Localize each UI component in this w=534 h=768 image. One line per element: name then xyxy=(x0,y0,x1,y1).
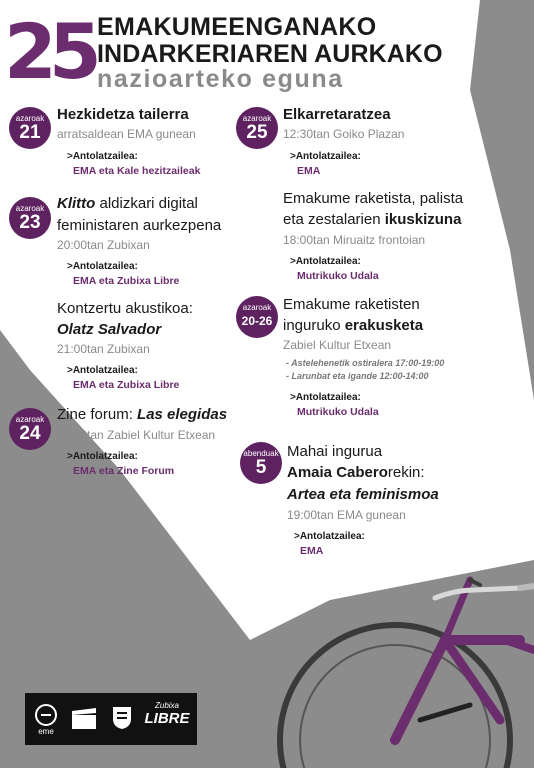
event-title: Emakume raketisten xyxy=(283,296,420,313)
event-title-line2-b: erakusketa xyxy=(344,317,424,334)
event-title-line2: Olatz Salvador xyxy=(57,321,162,338)
event-title-line3: Artea eta feminismoa xyxy=(287,486,439,503)
organizer-value: EMA xyxy=(297,165,321,177)
zubixa-logo-text-1: Zubixa xyxy=(154,701,179,710)
film-clapper-icon xyxy=(69,705,99,733)
event-time-place: 18:00tan Miruaitz frontoian xyxy=(283,233,426,247)
badge-month: azaroak xyxy=(15,204,45,213)
organizer-label: >Antolatzailea: xyxy=(294,531,365,542)
organizer-value: Mutrikuko Udala xyxy=(297,270,379,282)
event-time-place: 19:00tan EMA gunean xyxy=(287,508,406,522)
event-title: Emakume raketista, palista xyxy=(283,190,464,207)
hours-weekend: - Larunbat eta igande 12:00-14:00 xyxy=(286,371,429,381)
event-time-place: 12:30tan Goiko Plazan xyxy=(283,127,405,141)
badge-day: 5 xyxy=(255,457,267,478)
event-title-line2 xyxy=(287,464,425,481)
organizer-label: >Antolatzailea: xyxy=(67,365,138,376)
organizer-value: EMA eta Kale hezitzaileak xyxy=(73,165,201,177)
date-badge xyxy=(9,197,51,239)
event-title-italic: Las elegidas xyxy=(137,406,228,423)
sponsor-logos xyxy=(25,693,197,745)
event-title-line2-a: inguruko xyxy=(283,317,345,334)
organizer-label: >Antolatzailea: xyxy=(67,261,138,272)
event-title-line2-a: Amaia Cabero xyxy=(287,464,388,481)
badge-month: azaroak xyxy=(242,303,272,312)
date-badge xyxy=(236,296,278,338)
eme-logo-text: eme xyxy=(38,727,54,736)
badge-month: azaroak xyxy=(15,415,45,424)
badge-month: azaroak xyxy=(242,114,272,123)
header-number-text: 25 xyxy=(4,7,94,96)
event-title-line2: feministaren aurkezpena xyxy=(57,217,222,234)
badge-day: 25 xyxy=(246,122,268,143)
badge-month: abenduak xyxy=(243,449,279,458)
organizer-value: EMA xyxy=(300,545,324,557)
date-badge xyxy=(9,408,51,450)
zubixa-libre-logo xyxy=(143,701,191,727)
event-title: Elkarretaratzea xyxy=(283,106,391,123)
organizer-label: >Antolatzailea: xyxy=(290,392,361,403)
event-title-text: Zine forum: xyxy=(57,406,138,423)
badge-day: 21 xyxy=(19,122,41,143)
event-title: Hezkidetza tailerra xyxy=(57,106,189,123)
event-title xyxy=(57,195,198,212)
organizer-label: >Antolatzailea: xyxy=(290,151,361,162)
event-title-line2 xyxy=(283,211,461,228)
event-title-line2-b: ikuskizuna xyxy=(384,211,462,228)
event-title-italic: Klitto xyxy=(57,195,96,212)
event-title: Mahai ingurua xyxy=(287,443,383,460)
event-title-line2-a: eta zestalarien xyxy=(283,211,385,228)
organizer-value: EMA eta Zubixa Libre xyxy=(73,275,180,287)
event-title-line2 xyxy=(283,317,423,334)
event-title xyxy=(57,406,227,423)
event-time-place: 22:00tan Zabiel Kultur Etxean xyxy=(57,428,216,442)
organizer-value: EMA eta Zine Forum xyxy=(73,465,175,477)
badge-month: azaroak xyxy=(15,114,45,123)
date-badge xyxy=(9,107,51,149)
header-number xyxy=(4,7,94,96)
zubixa-logo-text-2: LIBRE xyxy=(144,710,190,727)
hours-weekdays: - Astelehenetik ostiralera 17:00-19:00 xyxy=(286,358,445,368)
organizer-label: >Antolatzailea: xyxy=(67,451,138,462)
event-time-place: 21:00tan Zubixan xyxy=(57,342,150,356)
event-title: Kontzertu akustikoa: xyxy=(57,300,193,317)
date-badge xyxy=(236,107,278,149)
title-line-1: EMAKUMEENGANAKO xyxy=(97,13,377,41)
title-line-2: INDARKERIAREN AURKAKO xyxy=(97,40,443,68)
eme-logo xyxy=(33,703,59,736)
organizer-value: Mutrikuko Udala xyxy=(297,406,379,418)
badge-day: 24 xyxy=(19,423,41,444)
mutriku-logo xyxy=(109,705,135,733)
organizer-value: EMA eta Zubixa Libre xyxy=(73,379,180,391)
zine-forum-logo xyxy=(69,705,99,733)
organizer-label: >Antolatzailea: xyxy=(290,256,361,267)
badge-day: 20-26 xyxy=(241,314,273,328)
event-time-place: arratsaldean EMA gunean xyxy=(57,127,196,141)
badge-day: 23 xyxy=(19,212,41,233)
coat-of-arms-icon xyxy=(111,705,133,731)
eme-logo-mark xyxy=(34,703,58,727)
title-line-3: nazioarteko eguna xyxy=(97,65,344,93)
event-time-place: Zabiel Kultur Etxean xyxy=(283,338,392,352)
event-title-rest: aldizkari digital xyxy=(95,195,198,212)
event-title-line2-b: rekin: xyxy=(387,464,425,481)
event-time-place: 20:00tan Zubixan xyxy=(57,238,150,252)
date-badge xyxy=(240,442,282,484)
organizer-label: >Antolatzailea: xyxy=(67,151,138,162)
